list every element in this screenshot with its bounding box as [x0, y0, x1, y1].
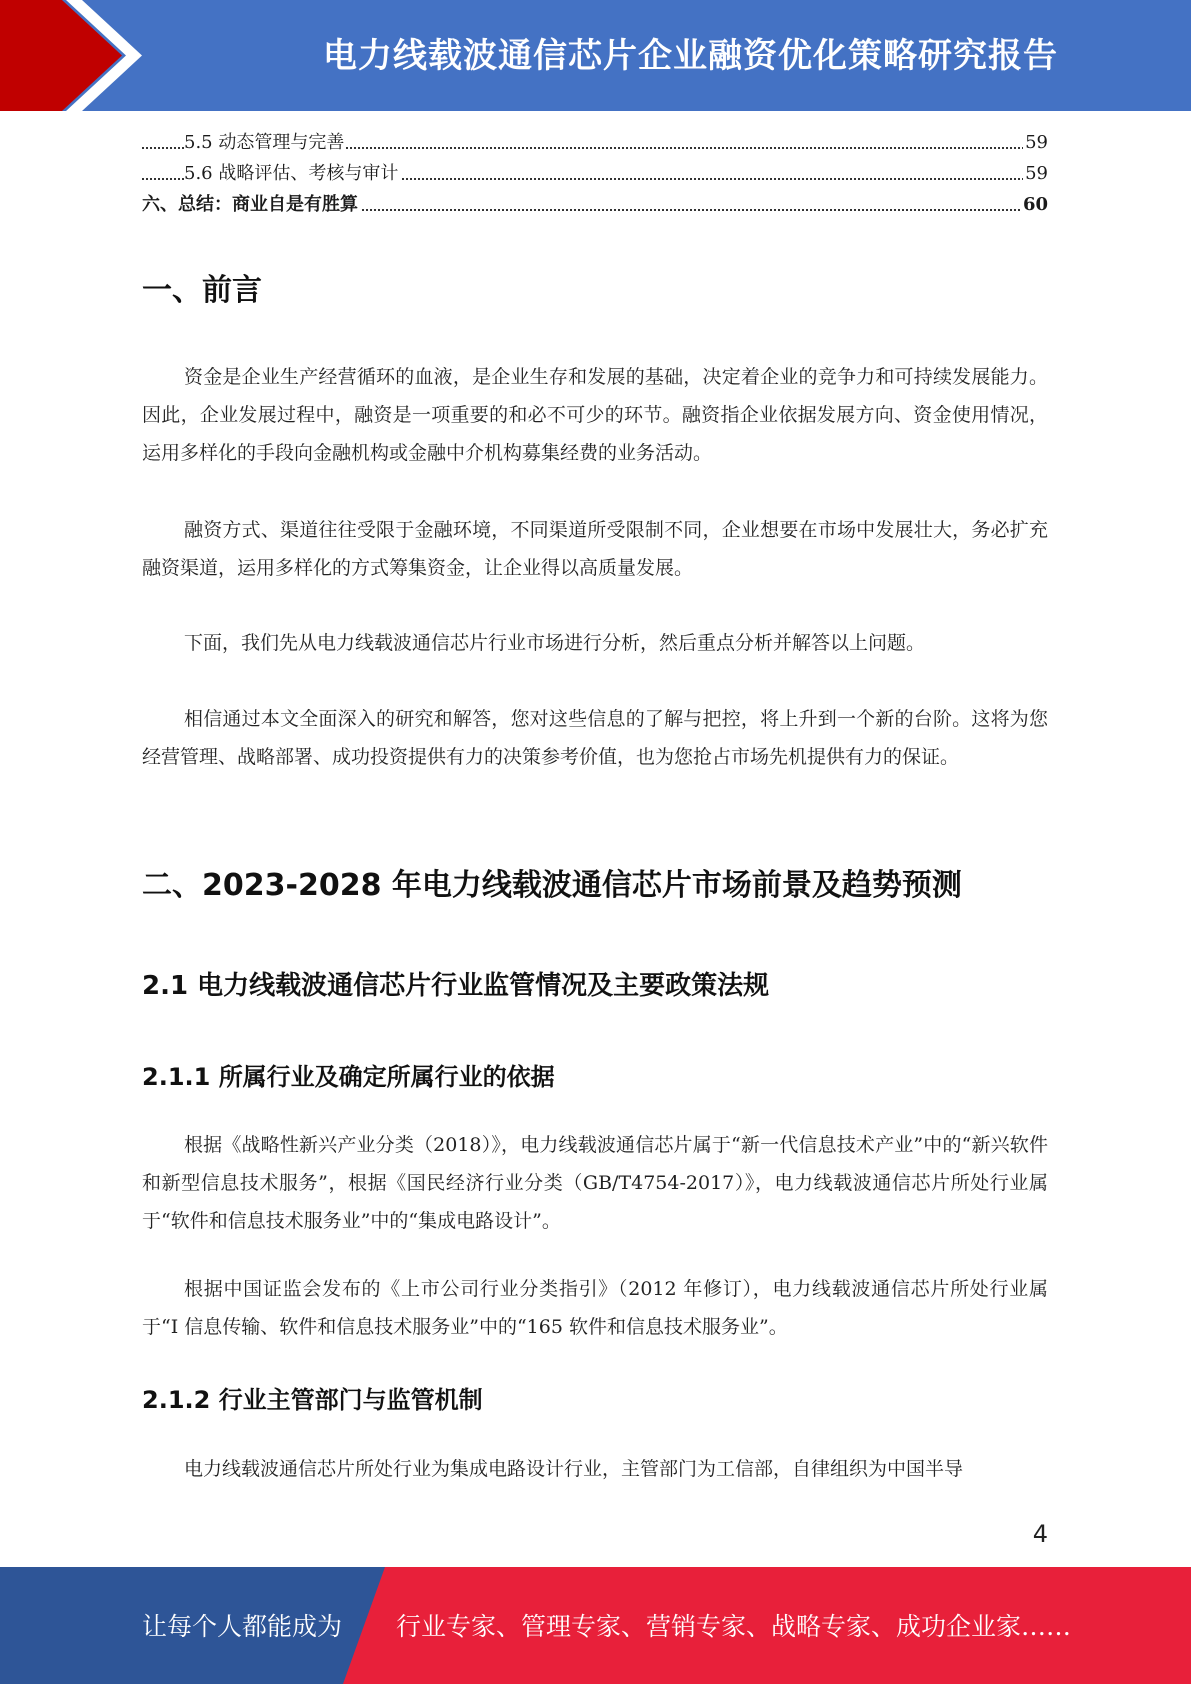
- paragraph: 资金是企业生产经营循环的血液，是企业生存和发展的基础，决定着企业的竞争力和可持续发展能力。因此，企业发展过程中，融资是一项重要的和必不可少的环节。融资指企业依据发展方向、资金使用情况，运用多样化的手段向金融机构或金融中介机构募集经费的业务活动。: [142, 366, 1048, 464]
- table-of-contents: [142, 127, 1048, 220]
- toc-entry[interactable]: [142, 158, 1048, 189]
- paragraph: 下面，我们先从电力线载波通信芯片行业市场进行分析，然后重点分析并解答以上问题。: [184, 632, 926, 654]
- section-heading-market-forecast: 二、2023-2028 年电力线载波通信芯片市场前景及趋势预测: [142, 868, 962, 903]
- footer-slogan-right: 行业专家、管理专家、营销专家、战略专家、成功企业家……: [396, 1612, 1072, 1641]
- toc-entry[interactable]: [142, 189, 1048, 220]
- toc-entry-label: 5.5 动态管理与完善: [184, 127, 346, 158]
- subsection-heading: 2.1 电力线载波通信芯片行业监管情况及主要政策法规: [142, 971, 770, 1001]
- page-footer: [0, 1567, 1191, 1684]
- subsubsection-heading: 2.1.2 行业主管部门与监管机制: [142, 1386, 483, 1414]
- paragraph: 根据中国证监会发布的《上市公司行业分类指引》（2012 年修订），电力线载波通信芯片所处行业属于“I 信息传输、软件和信息技术服务业”中的“165 软件和信息技术服务业”。: [142, 1278, 1048, 1338]
- toc-entry-label: 5.6 战略评估、考核与审计: [184, 158, 400, 189]
- toc-entry-page: 59: [1023, 127, 1048, 158]
- page-header: [0, 0, 1191, 111]
- chevron-arrow-icon: [0, 0, 160, 111]
- report-title: 电力线载波通信芯片企业融资优化策略研究报告: [323, 36, 1058, 76]
- paragraph: 相信通过本文全面深入的研究和解答，您对这些信息的了解与把控，将上升到一个新的台阶。这将为您经营管理、战略部署、成功投资提供有力的决策参考价值，也为您抢占市场先机提供有力的保证。: [142, 708, 1048, 768]
- toc-entry[interactable]: [142, 127, 1048, 158]
- toc-entry-page: 60: [1021, 189, 1048, 220]
- section-heading-preface: 一、前言: [142, 273, 262, 308]
- subsubsection-heading: 2.1.1 所属行业及确定所属行业的依据: [142, 1063, 555, 1091]
- paragraph: 根据《战略性新兴产业分类（2018）》，电力线载波通信芯片属于“新一代信息技术产业”中的“新兴软件和新型信息技术服务”，根据《国民经济行业分类（GB/T4754-2017）》，电力线载波通信芯片所处行业属于“软件和信息技术服务业”中的“集成电路设计”。: [142, 1134, 1048, 1232]
- toc-entry-label: 六、总结：商业自是有胜算: [142, 189, 360, 220]
- paragraph: 融资方式、渠道往往受限于金融环境，不同渠道所受限制不同，企业想要在市场中发展壮大，务必扩充融资渠道，运用多样化的方式筹集资金，让企业得以高质量发展。: [142, 519, 1048, 579]
- page-number: 4: [1032, 1520, 1048, 1548]
- footer-slogan-left: 让每个人都能成为: [142, 1612, 343, 1641]
- paragraph: 电力线载波通信芯片所处行业为集成电路设计行业，主管部门为工信部，自律组织为中国半导: [184, 1458, 964, 1480]
- toc-entry-page: 59: [1023, 158, 1048, 189]
